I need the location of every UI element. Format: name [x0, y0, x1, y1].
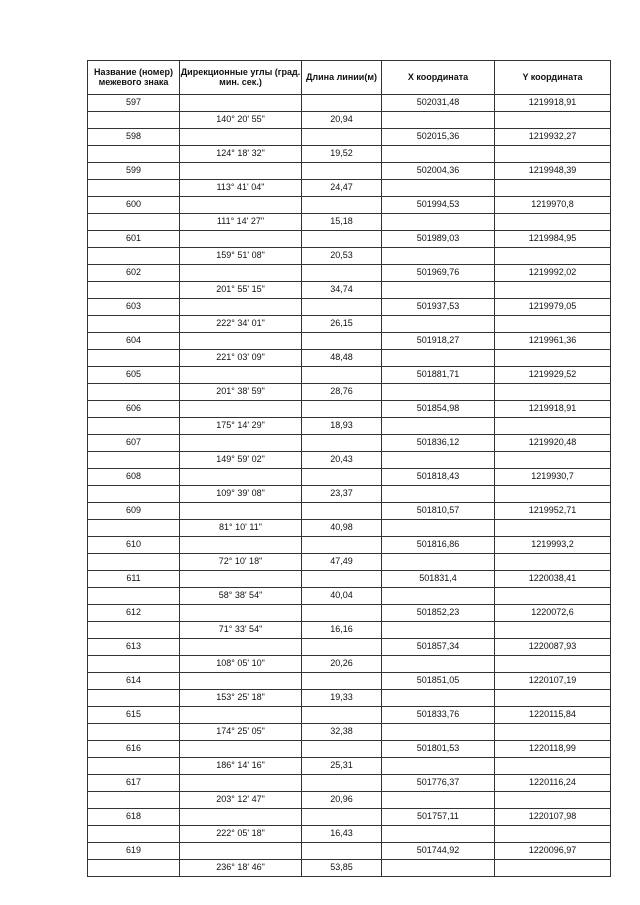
- empty-cell: [302, 673, 382, 690]
- segment-length: 24,47: [302, 180, 382, 197]
- point-x: 502031,48: [382, 95, 495, 112]
- empty-cell: [88, 214, 180, 231]
- point-x: 501881,71: [382, 367, 495, 384]
- segment-angle: 58° 38' 54": [180, 588, 302, 605]
- empty-cell: [382, 486, 495, 503]
- segment-length: 32,38: [302, 724, 382, 741]
- segment-row: [88, 452, 611, 469]
- segment-length: 20,26: [302, 656, 382, 673]
- empty-cell: [302, 401, 382, 418]
- empty-cell: [180, 605, 302, 622]
- point-row: [88, 673, 611, 690]
- segment-row: [88, 724, 611, 741]
- empty-cell: [180, 469, 302, 486]
- point-row: [88, 435, 611, 452]
- empty-cell: [382, 690, 495, 707]
- segment-row: [88, 690, 611, 707]
- point-y: 1220107,19: [495, 673, 611, 690]
- empty-cell: [180, 163, 302, 180]
- segment-row: [88, 214, 611, 231]
- empty-cell: [382, 248, 495, 265]
- empty-cell: [88, 758, 180, 775]
- point-name: 598: [88, 129, 180, 146]
- empty-cell: [88, 112, 180, 129]
- segment-angle: 186° 14' 16": [180, 758, 302, 775]
- segment-angle: 201° 38' 59": [180, 384, 302, 401]
- point-x: 501776,37: [382, 775, 495, 792]
- empty-cell: [302, 299, 382, 316]
- empty-cell: [382, 724, 495, 741]
- point-y: 1220096,97: [495, 843, 611, 860]
- point-row: [88, 299, 611, 316]
- empty-cell: [180, 741, 302, 758]
- segment-row: [88, 180, 611, 197]
- segment-row: [88, 486, 611, 503]
- empty-cell: [495, 282, 611, 299]
- point-x: 501810,57: [382, 503, 495, 520]
- point-x: 501918,27: [382, 333, 495, 350]
- empty-cell: [302, 333, 382, 350]
- empty-cell: [382, 418, 495, 435]
- segment-row: [88, 146, 611, 163]
- point-name: 614: [88, 673, 180, 690]
- point-name: 615: [88, 707, 180, 724]
- empty-cell: [382, 656, 495, 673]
- empty-cell: [302, 571, 382, 588]
- segment-length: 18,93: [302, 418, 382, 435]
- point-y: 1219918,91: [495, 95, 611, 112]
- segment-angle: 222° 34' 01": [180, 316, 302, 333]
- empty-cell: [180, 537, 302, 554]
- point-y: 1219993,2: [495, 537, 611, 554]
- segment-angle: 124° 18' 32": [180, 146, 302, 163]
- point-row: [88, 367, 611, 384]
- segment-row: [88, 248, 611, 265]
- empty-cell: [495, 860, 611, 877]
- point-row: [88, 707, 611, 724]
- empty-cell: [495, 520, 611, 537]
- empty-cell: [382, 860, 495, 877]
- point-y: 1219932,27: [495, 129, 611, 146]
- point-x: 502015,36: [382, 129, 495, 146]
- empty-cell: [495, 792, 611, 809]
- empty-cell: [495, 452, 611, 469]
- empty-cell: [382, 520, 495, 537]
- segment-row: [88, 588, 611, 605]
- empty-cell: [302, 809, 382, 826]
- point-y: 1219970,8: [495, 197, 611, 214]
- point-name: 600: [88, 197, 180, 214]
- segment-length: 34,74: [302, 282, 382, 299]
- point-x: 501833,76: [382, 707, 495, 724]
- segment-length: 19,33: [302, 690, 382, 707]
- empty-cell: [495, 146, 611, 163]
- empty-cell: [180, 673, 302, 690]
- segment-angle: 113° 41' 04": [180, 180, 302, 197]
- empty-cell: [88, 724, 180, 741]
- point-name: 613: [88, 639, 180, 656]
- empty-cell: [495, 656, 611, 673]
- empty-cell: [180, 265, 302, 282]
- segment-length: 47,49: [302, 554, 382, 571]
- segment-row: [88, 860, 611, 877]
- empty-cell: [495, 350, 611, 367]
- segment-length: 40,04: [302, 588, 382, 605]
- empty-cell: [382, 758, 495, 775]
- segment-angle: 153° 25' 18": [180, 690, 302, 707]
- point-name: 611: [88, 571, 180, 588]
- empty-cell: [382, 112, 495, 129]
- empty-cell: [88, 622, 180, 639]
- empty-cell: [382, 554, 495, 571]
- empty-cell: [495, 418, 611, 435]
- point-x: 501816,86: [382, 537, 495, 554]
- point-row: [88, 163, 611, 180]
- point-y: 1219929,52: [495, 367, 611, 384]
- segment-length: 20,53: [302, 248, 382, 265]
- empty-cell: [382, 350, 495, 367]
- segment-angle: 201° 55' 15": [180, 282, 302, 299]
- point-x: 501836,12: [382, 435, 495, 452]
- point-x: 501818,43: [382, 469, 495, 486]
- point-row: [88, 401, 611, 418]
- empty-cell: [382, 792, 495, 809]
- segment-row: [88, 350, 611, 367]
- point-x: 501969,76: [382, 265, 495, 282]
- empty-cell: [382, 826, 495, 843]
- empty-cell: [88, 316, 180, 333]
- point-y: 1220038,41: [495, 571, 611, 588]
- empty-cell: [302, 775, 382, 792]
- point-name: 618: [88, 809, 180, 826]
- empty-cell: [180, 707, 302, 724]
- segment-angle: 221° 03' 09": [180, 350, 302, 367]
- point-row: [88, 537, 611, 554]
- point-row: [88, 95, 611, 112]
- point-name: 605: [88, 367, 180, 384]
- segment-length: 40,98: [302, 520, 382, 537]
- point-row: [88, 231, 611, 248]
- point-row: [88, 639, 611, 656]
- point-name: 612: [88, 605, 180, 622]
- segment-length: 16,16: [302, 622, 382, 639]
- segment-row: [88, 316, 611, 333]
- point-row: [88, 843, 611, 860]
- empty-cell: [88, 418, 180, 435]
- point-y: 1219930,7: [495, 469, 611, 486]
- point-x: 501989,03: [382, 231, 495, 248]
- point-row: [88, 503, 611, 520]
- segment-length: 16,43: [302, 826, 382, 843]
- empty-cell: [382, 384, 495, 401]
- segment-angle: 159° 51' 08": [180, 248, 302, 265]
- segment-length: 28,76: [302, 384, 382, 401]
- segment-length: 20,96: [302, 792, 382, 809]
- empty-cell: [180, 401, 302, 418]
- empty-cell: [88, 180, 180, 197]
- point-y: 1219920,48: [495, 435, 611, 452]
- empty-cell: [495, 554, 611, 571]
- point-name: 602: [88, 265, 180, 282]
- segment-row: [88, 520, 611, 537]
- point-x: 501851,05: [382, 673, 495, 690]
- segment-angle: 72° 10' 18": [180, 554, 302, 571]
- point-name: 599: [88, 163, 180, 180]
- point-row: [88, 741, 611, 758]
- segment-length: 53,85: [302, 860, 382, 877]
- empty-cell: [302, 129, 382, 146]
- empty-cell: [302, 843, 382, 860]
- segment-length: 19,52: [302, 146, 382, 163]
- point-y: 1220087,93: [495, 639, 611, 656]
- empty-cell: [302, 231, 382, 248]
- segment-row: [88, 384, 611, 401]
- segment-row: [88, 554, 611, 571]
- empty-cell: [382, 282, 495, 299]
- empty-cell: [180, 639, 302, 656]
- empty-cell: [302, 435, 382, 452]
- empty-cell: [495, 588, 611, 605]
- empty-cell: [382, 622, 495, 639]
- empty-cell: [302, 265, 382, 282]
- point-y: 1219992,02: [495, 265, 611, 282]
- empty-cell: [88, 792, 180, 809]
- point-y: 1220116,24: [495, 775, 611, 792]
- header-name: Название (номер) межевого знака: [88, 61, 180, 95]
- empty-cell: [180, 231, 302, 248]
- point-x: 501831,4: [382, 571, 495, 588]
- point-x: 501744,92: [382, 843, 495, 860]
- empty-cell: [180, 775, 302, 792]
- empty-cell: [302, 95, 382, 112]
- point-y: 1219918,91: [495, 401, 611, 418]
- empty-cell: [495, 180, 611, 197]
- point-x: 501801,53: [382, 741, 495, 758]
- segment-row: [88, 112, 611, 129]
- point-row: [88, 809, 611, 826]
- empty-cell: [302, 163, 382, 180]
- segment-angle: 81° 10' 11": [180, 520, 302, 537]
- empty-cell: [180, 197, 302, 214]
- segment-angle: 149° 59' 02": [180, 452, 302, 469]
- empty-cell: [495, 384, 611, 401]
- empty-cell: [382, 452, 495, 469]
- empty-cell: [180, 503, 302, 520]
- point-x: 501757,11: [382, 809, 495, 826]
- header-x: X координата: [382, 61, 495, 95]
- empty-cell: [382, 588, 495, 605]
- segment-angle: 71° 33' 54": [180, 622, 302, 639]
- point-row: [88, 469, 611, 486]
- point-y: 1219979,05: [495, 299, 611, 316]
- segment-length: 15,18: [302, 214, 382, 231]
- point-row: [88, 129, 611, 146]
- empty-cell: [495, 622, 611, 639]
- segment-angle: 111° 14' 27": [180, 214, 302, 231]
- point-x: 501994,53: [382, 197, 495, 214]
- empty-cell: [88, 384, 180, 401]
- point-row: [88, 571, 611, 588]
- point-y: 1220072,6: [495, 605, 611, 622]
- empty-cell: [382, 180, 495, 197]
- empty-cell: [180, 129, 302, 146]
- empty-cell: [302, 503, 382, 520]
- point-row: [88, 197, 611, 214]
- empty-cell: [88, 452, 180, 469]
- empty-cell: [180, 571, 302, 588]
- segment-row: [88, 622, 611, 639]
- empty-cell: [302, 197, 382, 214]
- empty-cell: [88, 350, 180, 367]
- empty-cell: [302, 639, 382, 656]
- point-name: 610: [88, 537, 180, 554]
- point-y: 1219984,95: [495, 231, 611, 248]
- segment-row: [88, 826, 611, 843]
- header-angle: Дирекционные углы (град. мин. сек.): [180, 61, 302, 95]
- segment-row: [88, 418, 611, 435]
- point-y: 1219961,36: [495, 333, 611, 350]
- empty-cell: [495, 758, 611, 775]
- point-name: 606: [88, 401, 180, 418]
- empty-cell: [495, 724, 611, 741]
- empty-cell: [495, 248, 611, 265]
- table-body: [88, 95, 611, 877]
- empty-cell: [180, 333, 302, 350]
- segment-row: [88, 758, 611, 775]
- empty-cell: [302, 707, 382, 724]
- point-row: [88, 605, 611, 622]
- point-y: 1219952,71: [495, 503, 611, 520]
- segment-length: 26,15: [302, 316, 382, 333]
- segment-angle: 108° 05' 10": [180, 656, 302, 673]
- empty-cell: [88, 146, 180, 163]
- segment-row: [88, 282, 611, 299]
- empty-cell: [88, 690, 180, 707]
- empty-cell: [495, 826, 611, 843]
- point-row: [88, 775, 611, 792]
- point-y: 1220107,98: [495, 809, 611, 826]
- table-header-row: [88, 61, 611, 95]
- empty-cell: [88, 248, 180, 265]
- point-name: 609: [88, 503, 180, 520]
- empty-cell: [495, 214, 611, 231]
- point-x: 501852,23: [382, 605, 495, 622]
- boundary-coordinates-table: [87, 60, 611, 877]
- segment-length: 20,43: [302, 452, 382, 469]
- empty-cell: [88, 860, 180, 877]
- segment-angle: 175° 14' 29": [180, 418, 302, 435]
- segment-angle: 109° 39' 08": [180, 486, 302, 503]
- empty-cell: [302, 469, 382, 486]
- empty-cell: [180, 95, 302, 112]
- empty-cell: [88, 486, 180, 503]
- empty-cell: [382, 316, 495, 333]
- segment-length: 25,31: [302, 758, 382, 775]
- empty-cell: [302, 741, 382, 758]
- empty-cell: [180, 435, 302, 452]
- empty-cell: [88, 588, 180, 605]
- segment-angle: 236° 18' 46": [180, 860, 302, 877]
- point-y: 1220118,99: [495, 741, 611, 758]
- point-y: 1219948,39: [495, 163, 611, 180]
- point-y: 1220115,84: [495, 707, 611, 724]
- empty-cell: [382, 214, 495, 231]
- empty-cell: [88, 826, 180, 843]
- point-x: 501857,34: [382, 639, 495, 656]
- empty-cell: [180, 299, 302, 316]
- header-y: Y координата: [495, 61, 611, 95]
- point-name: 608: [88, 469, 180, 486]
- header-length: Длина линии(м): [302, 61, 382, 95]
- point-row: [88, 333, 611, 350]
- segment-angle: 174° 25' 05": [180, 724, 302, 741]
- point-name: 607: [88, 435, 180, 452]
- empty-cell: [302, 537, 382, 554]
- segment-length: 23,37: [302, 486, 382, 503]
- segment-row: [88, 656, 611, 673]
- empty-cell: [88, 554, 180, 571]
- point-name: 601: [88, 231, 180, 248]
- segment-angle: 140° 20' 55": [180, 112, 302, 129]
- point-x: 502004,36: [382, 163, 495, 180]
- point-x: 501854,98: [382, 401, 495, 418]
- point-name: 616: [88, 741, 180, 758]
- segment-angle: 222° 05' 18": [180, 826, 302, 843]
- segment-row: [88, 792, 611, 809]
- point-name: 603: [88, 299, 180, 316]
- point-name: 617: [88, 775, 180, 792]
- point-name: 604: [88, 333, 180, 350]
- empty-cell: [180, 367, 302, 384]
- segment-angle: 203° 12' 47": [180, 792, 302, 809]
- point-row: [88, 265, 611, 282]
- empty-cell: [495, 690, 611, 707]
- empty-cell: [495, 316, 611, 333]
- empty-cell: [180, 809, 302, 826]
- empty-cell: [88, 520, 180, 537]
- empty-cell: [302, 605, 382, 622]
- point-name: 619: [88, 843, 180, 860]
- point-name: 597: [88, 95, 180, 112]
- empty-cell: [180, 843, 302, 860]
- empty-cell: [382, 146, 495, 163]
- point-x: 501937,53: [382, 299, 495, 316]
- empty-cell: [495, 486, 611, 503]
- segment-length: 20,94: [302, 112, 382, 129]
- empty-cell: [495, 112, 611, 129]
- empty-cell: [88, 656, 180, 673]
- empty-cell: [88, 282, 180, 299]
- segment-length: 48,48: [302, 350, 382, 367]
- empty-cell: [302, 367, 382, 384]
